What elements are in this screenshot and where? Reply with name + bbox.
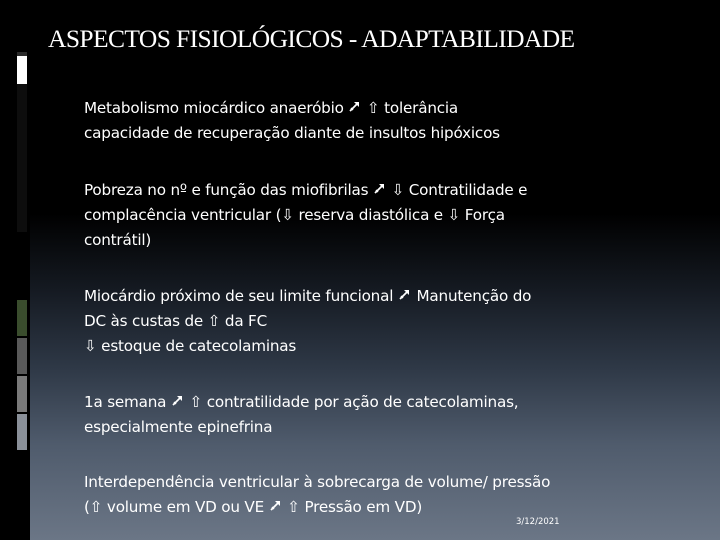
- text-line: [84, 284, 644, 309]
- arrow-up-icon: ⇧: [207, 312, 221, 330]
- text-line: [84, 495, 644, 520]
- text-line: [84, 309, 644, 334]
- slide-title: ASPECTOS FISIOLÓGICOS - ADAPTABILIDADE: [48, 24, 575, 53]
- text-line: [84, 470, 644, 495]
- text-line: [84, 121, 644, 146]
- implies-arrow-icon: [269, 495, 283, 520]
- text-run: contratilidade por ação de catecolaminas,: [206, 393, 519, 411]
- text-run: 1a semana: [84, 393, 167, 411]
- text-line: [84, 178, 644, 203]
- bullet-paragraph: [84, 96, 644, 146]
- text-run: complacência ventricular (: [84, 206, 282, 224]
- deco-square: [17, 300, 27, 336]
- text-run: reserva diastólica e: [298, 206, 443, 224]
- implies-arrow-icon: [373, 178, 387, 203]
- arrow-up-icon: ⇧: [367, 99, 380, 117]
- text-run: Pobreza no nº e função das miofibrilas: [84, 181, 369, 199]
- text-line: [84, 415, 644, 440]
- arrow-down-icon: ⇩: [391, 181, 405, 199]
- deco-square: [17, 414, 27, 450]
- bullet-paragraph: [84, 178, 644, 253]
- text-run: contrátil): [84, 231, 152, 249]
- deco-square: [17, 84, 27, 232]
- deco-square-small: [17, 56, 27, 84]
- deco-square: [17, 376, 27, 412]
- arrow-down-icon: ⇩: [84, 337, 97, 355]
- text-run: da FC: [224, 312, 267, 330]
- text-line: [84, 334, 644, 359]
- text-line: [84, 203, 644, 228]
- text-run: Manutenção do: [416, 287, 532, 305]
- implies-arrow-icon: [348, 96, 362, 121]
- text-run: DC às custas de: [84, 312, 204, 330]
- arrow-up-icon: ⇧: [287, 498, 300, 516]
- text-run: estoque de catecolaminas: [101, 337, 297, 355]
- text-run: capacidade de recuperação diante de insultos hipóxicos: [84, 124, 500, 142]
- text-run: Pressão em VD): [304, 498, 423, 516]
- text-run: especialmente epinefrina: [84, 418, 273, 436]
- bullet-paragraph: [84, 470, 644, 520]
- arrow-up-icon: ⇧: [189, 393, 203, 411]
- text-run: (: [84, 498, 90, 516]
- text-run: Força: [464, 206, 505, 224]
- arrow-up-icon: ⇧: [89, 498, 103, 516]
- text-line: [84, 390, 644, 415]
- text-run: Metabolismo miocárdico anaeróbio: [84, 99, 344, 117]
- arrow-down-icon: ⇩: [281, 206, 294, 224]
- implies-arrow-icon: [398, 284, 412, 309]
- text-line: [84, 228, 644, 253]
- deco-square: [17, 338, 27, 374]
- text-run: volume em VD ou VE: [106, 498, 265, 516]
- text-line: [84, 96, 644, 121]
- bullet-paragraph: [84, 284, 644, 359]
- text-run: Contratilidade e: [408, 181, 528, 199]
- arrow-down-icon: ⇩: [447, 206, 461, 224]
- text-run: Miocárdio próximo de seu limite funcional: [84, 287, 394, 305]
- footer-date: 3/12/2021: [516, 517, 560, 527]
- text-run: Interdependência ventricular à sobrecarga de volume/ pressão: [84, 473, 551, 491]
- bullet-paragraph: [84, 390, 644, 440]
- implies-arrow-icon: [171, 390, 185, 415]
- text-run: tolerância: [384, 99, 459, 117]
